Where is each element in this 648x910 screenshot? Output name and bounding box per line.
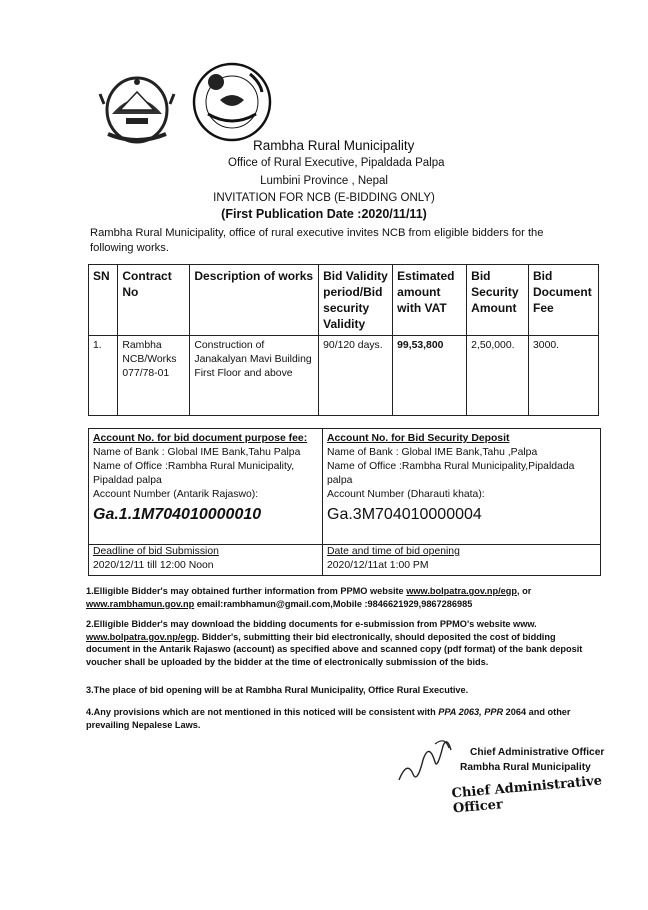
cell-sn: 1. bbox=[89, 336, 118, 416]
municipality-link[interactable]: www.rambhamun.gov.np bbox=[86, 598, 195, 609]
col-contract: Contract No bbox=[118, 265, 190, 336]
col-fee: Bid Document Fee bbox=[529, 265, 599, 336]
security-account bbox=[327, 432, 595, 526]
note-4: 4.Any provisions which are not mentioned in this noticed will be consistent with PPA 2063, PPR 2064 and other prevailing Nepalese Laws. bbox=[86, 707, 571, 730]
opening-value: 2020/12/11at 1:00 PM bbox=[327, 560, 429, 571]
signature-scribble bbox=[395, 736, 465, 786]
cell-fee: 3000. bbox=[529, 336, 599, 416]
cell-validity: 90/120 days. bbox=[319, 336, 393, 416]
note-2: 2.Elligible Bidder's may download the bidding documents for e-submission from PPMO's website www. www.bolpatra.gov.np/egp. Bidder's, submitting their bid electronically, should deposited the cost of bidding document in the Antarik Rajaswo (account) as specified above and scanned copy (pdf format) of the bank deposit voucher shall be uploaded by the bidder at the time of electronically submission of the bids. bbox=[86, 619, 583, 667]
doc-fee-account bbox=[93, 432, 327, 526]
office-name: Office of Rural Executive, Pipaldada Palpa bbox=[228, 157, 445, 169]
doc-number-label: Account Number (Antarik Rajaswo): bbox=[93, 489, 259, 500]
doc-office: Name of Office :Rambha Rural Municipality, Pipaldad palpa bbox=[93, 461, 295, 486]
publication-date: (First Publication Date :2020/11/11) bbox=[221, 207, 427, 221]
invitation-title: INVITATION FOR NCB (E-BIDDING ONLY) bbox=[213, 192, 435, 204]
sec-office: Name of Office :Rambha Rural Municipality,Pipaldada palpa bbox=[327, 461, 575, 486]
officer-stamp: Chief Administrative Officer bbox=[451, 773, 603, 817]
opening-label: Date and time of bid opening bbox=[327, 546, 460, 557]
deadline-label: Deadline of bid Submission bbox=[93, 546, 219, 557]
bolpatra-link[interactable]: www.bolpatra.gov.np/egp bbox=[86, 631, 197, 642]
bid-table bbox=[88, 264, 599, 416]
note-1: 1.Elligible Bidder's may obtained further information from PPMO website www.bolpatra.gov.np/egp, or www.rambhamun.gov.np email:rambhamun@gmail.com,Mobile :9846621929,9867286985 bbox=[86, 586, 532, 609]
ppmo-link[interactable]: www.bolpatra.gov.np/egp bbox=[406, 586, 517, 596]
signatory-title: Chief Administrative Officer bbox=[470, 747, 605, 758]
municipality-seal-stamp bbox=[190, 60, 274, 144]
sec-account-number: Ga.3M704010000004 bbox=[327, 506, 482, 523]
col-estimate: Estimated amount with VAT bbox=[393, 265, 467, 336]
cell-security: 2,50,000. bbox=[467, 336, 529, 416]
municipality-title: Rambha Rural Municipality bbox=[253, 138, 415, 153]
col-sn: SN bbox=[89, 265, 118, 336]
table-header-row bbox=[89, 265, 599, 336]
doc-bank: Name of Bank : Global IME Bank,Tahu Palpa bbox=[93, 447, 301, 458]
signatory-office: Rambha Rural Municipality bbox=[460, 762, 591, 773]
table-row bbox=[89, 336, 599, 416]
doc-account-number: Ga.1.1M704010000010 bbox=[93, 506, 262, 523]
province-line: Lumbini Province , Nepal bbox=[260, 175, 388, 187]
nepal-emblem-logo bbox=[98, 74, 176, 146]
doc-account-heading: Account No. for bid document purpose fee: bbox=[93, 433, 308, 444]
deadline-value: 2020/12/11 till 12:00 Noon bbox=[93, 560, 214, 571]
col-security: Bid Security Amount bbox=[467, 265, 529, 336]
col-description: Description of works bbox=[190, 265, 319, 336]
cell-contract: Rambha NCB/Works 077/78-01 bbox=[118, 336, 190, 416]
sec-number-label: Account Number (Dharauti khata): bbox=[327, 489, 485, 500]
deadline-section bbox=[88, 544, 601, 576]
sec-bank: Name of Bank : Global IME Bank,Tahu ,Palpa bbox=[327, 447, 538, 458]
note-3: 3.The place of bid opening will be at Rambha Rural Municipality, Office Rural Executive. bbox=[86, 685, 469, 695]
sec-account-heading: Account No. for Bid Security Deposit bbox=[327, 433, 510, 444]
account-section bbox=[88, 428, 601, 545]
intro-paragraph: Rambha Rural Municipality, office of rural executive invites NCB from eligible bidders for the following works. bbox=[90, 227, 544, 254]
cell-estimate: 99,53,800 bbox=[393, 336, 467, 416]
cell-description: Construction of Janakalyan Mavi Building First Floor and above bbox=[190, 336, 319, 416]
col-validity: Bid Validity period/Bid security Validity bbox=[319, 265, 393, 336]
